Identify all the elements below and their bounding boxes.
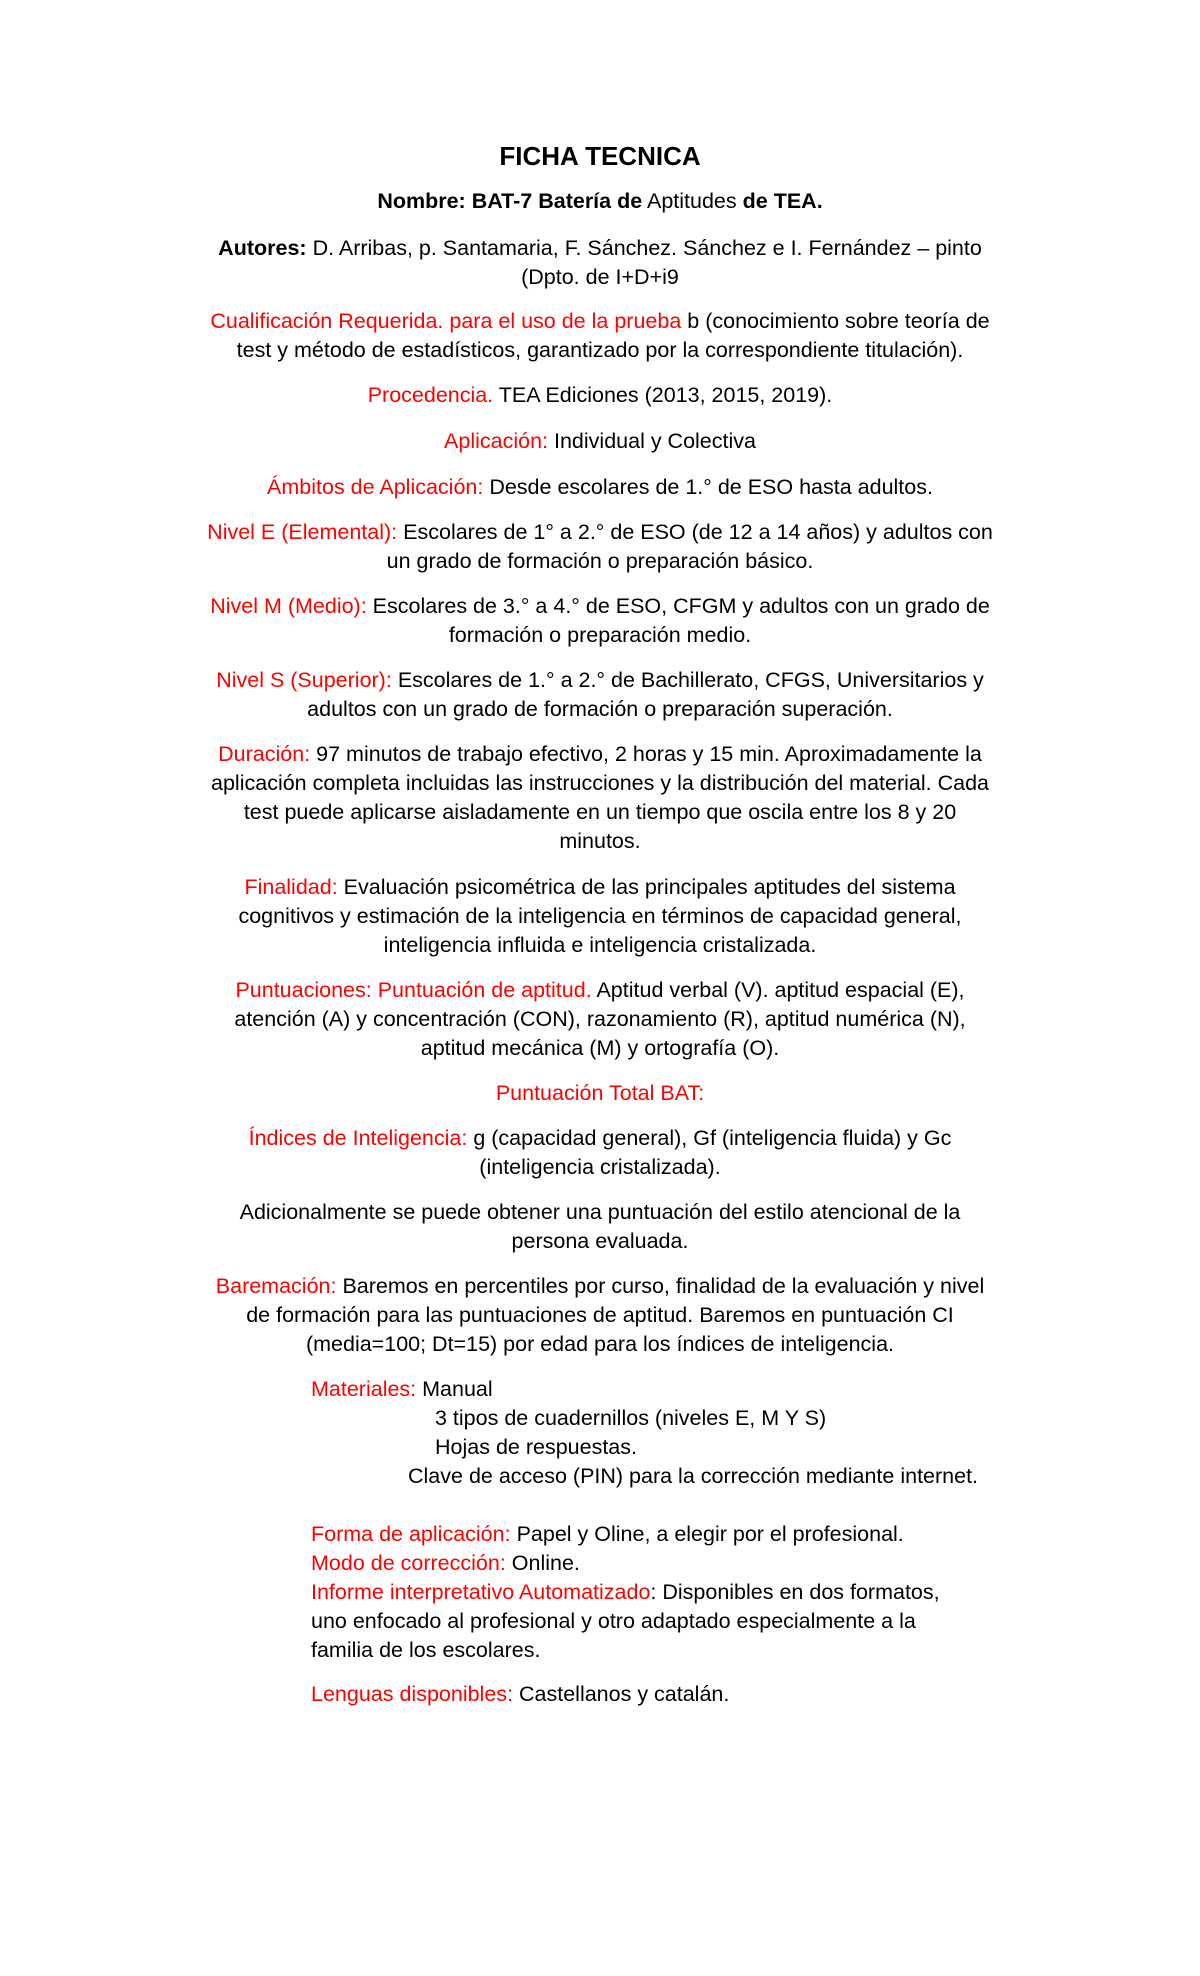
baremacion-line-2: de formación para las puntuaciones de aptitud. Baremos en puntuación CI [246, 1303, 954, 1327]
indices-label: Índices de Inteligencia: [248, 1126, 468, 1150]
adicional-line-2: persona evaluada. [511, 1229, 689, 1253]
ambitos-label: Ámbitos de Aplicación: [267, 475, 484, 499]
nombre-label: Nombre: [377, 189, 466, 213]
nombre-line [165, 187, 1035, 216]
finalidad-line-3: inteligencia influida e inteligencia cristalizada. [383, 933, 817, 957]
duracion-line-1: 97 minutos de trabajo efectivo, 2 horas y 15 min. Aproximadamente la [316, 742, 982, 766]
baremacion-label: Baremación: [215, 1274, 337, 1298]
materiales-item: Hojas de respuestas. [435, 1435, 637, 1459]
procedencia-value: TEA Ediciones (2013, 2015, 2019). [498, 383, 833, 407]
nombre-value-1: BAT-7 Batería de [471, 189, 643, 213]
modo-value: Online. [511, 1551, 580, 1575]
materiales-item: Clave de acceso (PIN) para la corrección mediante internet. [408, 1464, 979, 1488]
cualificacion-block [165, 307, 1035, 365]
materiales-block [311, 1375, 1071, 1491]
materiales-label: Materiales: [311, 1377, 417, 1401]
indices-line-2: (inteligencia cristalizada). [479, 1155, 721, 1179]
informe-line-1: : Disponibles en dos formatos, [650, 1580, 940, 1604]
nivel-m-label: Nivel M (Medio): [210, 594, 367, 618]
puntuacion-total-line [165, 1079, 1035, 1108]
document-title: FICHA TECNICA [499, 141, 701, 171]
lenguas-line [311, 1680, 1071, 1709]
procedencia-label: Procedencia. [367, 383, 494, 407]
nivel-e-line-2: un grado de formación o preparación básico. [386, 549, 814, 573]
nivel-s-line-1: Escolares de 1.° a 2.° de Bachillerato, CFGS, Universitarios y [397, 668, 984, 692]
materiales-item: Manual [422, 1377, 493, 1401]
puntuacion-total-label: Puntuación Total BAT: [495, 1081, 705, 1105]
autores-line-2: (Dpto. de I+D+i9 [521, 265, 679, 289]
autores-label: Autores: [218, 236, 307, 260]
nombre-value-2: Aptitudes [646, 189, 737, 213]
nivel-e-label: Nivel E (Elemental): [207, 520, 398, 544]
autores-block [165, 234, 1035, 292]
duracion-line-4: minutos. [559, 829, 641, 853]
puntuaciones-label: Puntuaciones: Puntuación de aptitud. [235, 978, 592, 1002]
cualificacion-line-1: b (conocimiento sobre teoría de [687, 309, 990, 333]
ambitos-line [165, 473, 1035, 502]
forma-label: Forma de aplicación: [311, 1522, 511, 1546]
adicional-line-1: Adicionalmente se puede obtener una puntuación del estilo atencional de la [239, 1200, 961, 1224]
forma-value: Papel y Oline, a elegir por el profesional. [516, 1522, 904, 1546]
baremacion-line-1: Baremos en percentiles por curso, finalidad de la evaluación y nivel [342, 1274, 985, 1298]
finalidad-block [165, 873, 1035, 960]
forma-modo-informe-block [311, 1520, 1071, 1665]
puntuaciones-line-2: atención (A) y concentración (CON), razonamiento (R), aptitud numérica (N), [234, 1007, 966, 1031]
lenguas-value: Castellanos y catalán. [519, 1682, 730, 1706]
finalidad-label: Finalidad: [244, 875, 338, 899]
nivel-e-block [165, 518, 1035, 576]
indices-block [165, 1124, 1035, 1182]
puntuaciones-block [165, 976, 1035, 1063]
puntuaciones-line-1: Aptitud verbal (V). aptitud espacial (E), [596, 978, 965, 1002]
informe-line-2: uno enfocado al profesional y otro adaptado especialmente a la [311, 1609, 916, 1633]
duracion-block [165, 740, 1035, 856]
procedencia-line [165, 381, 1035, 410]
materiales-item: 3 tipos de cuadernillos (niveles E, M Y S) [435, 1406, 827, 1430]
duracion-label: Duración: [218, 742, 311, 766]
cualificacion-label: Cualificación Requerida. para el uso de la prueba [210, 309, 682, 333]
baremacion-block [165, 1272, 1035, 1359]
duracion-line-3: test puede aplicarse aisladamente en un tiempo que oscila entre los 8 y 20 [243, 800, 957, 824]
nivel-m-line-2: formación o preparación medio. [448, 623, 752, 647]
duracion-line-2: aplicación completa incluidas las instrucciones y la distribución del material. Cada [211, 771, 989, 795]
nombre-value-3: de TEA. [742, 189, 823, 213]
nivel-s-block [165, 666, 1035, 724]
aplicacion-label: Aplicación: [444, 429, 549, 453]
finalidad-line-1: Evaluación psicométrica de las principales aptitudes del sistema [343, 875, 956, 899]
ambitos-value: Desde escolares de 1.° de ESO hasta adultos. [489, 475, 933, 499]
lenguas-label: Lenguas disponibles: [311, 1682, 514, 1706]
aplicacion-value: Individual y Colectiva [554, 429, 756, 453]
informe-label: Informe interpretativo Automatizado [311, 1580, 651, 1604]
finalidad-line-2: cognitivos y estimación de la inteligencia en términos de capacidad general, [238, 904, 962, 928]
nivel-m-block [165, 592, 1035, 650]
nivel-s-label: Nivel S (Superior): [216, 668, 392, 692]
aplicacion-line [165, 427, 1035, 456]
indices-line-1: g (capacidad general), Gf (inteligencia fluida) y Gc [473, 1126, 952, 1150]
nivel-m-line-1: Escolares de 3.° a 4.° de ESO, CFGM y adultos con un grado de [372, 594, 990, 618]
informe-line-3: familia de los escolares. [311, 1638, 541, 1662]
cualificacion-line-2: test y método de estadísticos, garantizado por la correspondiente titulación). [236, 338, 964, 362]
modo-label: Modo de corrección: [311, 1551, 506, 1575]
adicional-block [165, 1198, 1035, 1256]
baremacion-line-3: (media=100; Dt=15) por edad para los índices de inteligencia. [305, 1332, 895, 1356]
nivel-e-line-1: Escolares de 1° a 2.° de ESO (de 12 a 14 años) y adultos con [403, 520, 993, 544]
nivel-s-line-2: adultos con un grado de formación o preparación superación. [307, 697, 893, 721]
autores-line-1: D. Arribas, p. Santamaria, F. Sánchez. Sánchez e I. Fernández – pinto [312, 236, 982, 260]
puntuaciones-line-3: aptitud mecánica (M) y ortografía (O). [420, 1036, 780, 1060]
